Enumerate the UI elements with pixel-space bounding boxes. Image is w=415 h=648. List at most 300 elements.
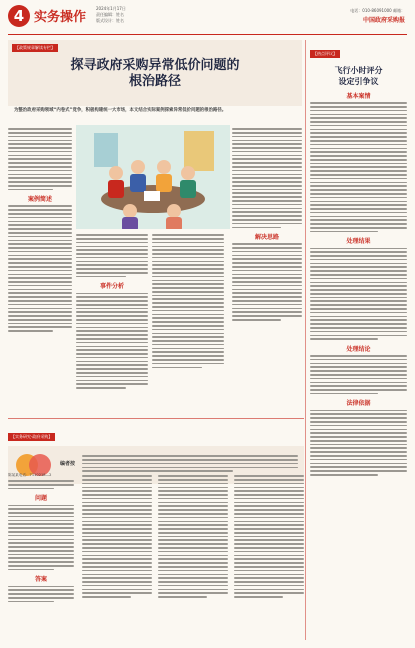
- text-line: [232, 143, 302, 145]
- text-line: [310, 278, 407, 280]
- text-line: [82, 528, 152, 530]
- text-line: [8, 292, 72, 294]
- text-line: [8, 323, 72, 325]
- text-line: [232, 155, 302, 157]
- text-line: [310, 151, 407, 153]
- text-line: [310, 185, 407, 187]
- text-line: [76, 387, 126, 389]
- text-line: [232, 223, 302, 225]
- text-line: [82, 483, 152, 485]
- text-line: [158, 555, 228, 557]
- text-line: [76, 272, 148, 274]
- text-line: [158, 562, 228, 564]
- text-line: [234, 505, 304, 507]
- text-line: [8, 151, 72, 153]
- text-line: [232, 208, 302, 210]
- text-line: [82, 539, 152, 541]
- text-line: [232, 136, 302, 138]
- text-line: [310, 266, 407, 268]
- text-line: [310, 227, 407, 229]
- text-line: [152, 310, 224, 312]
- text-line: [234, 547, 304, 549]
- text-line: [76, 368, 148, 370]
- text-line: [310, 363, 407, 365]
- main-col-3: [152, 232, 224, 370]
- text-line: [158, 524, 228, 526]
- text-line: [8, 315, 72, 317]
- text-line: [310, 219, 407, 221]
- text-line: [8, 158, 72, 160]
- main-article-header: [8, 40, 302, 106]
- text-line: [152, 317, 224, 319]
- text-line: [310, 359, 407, 361]
- text-line: [76, 300, 148, 302]
- sidebar-title-line-2: 设定引争议: [338, 76, 379, 86]
- text-line: [310, 389, 407, 391]
- bottom-subhead-answer: 答案: [34, 576, 47, 584]
- text-line: [76, 311, 148, 313]
- text-line: [152, 261, 224, 263]
- text-line: [8, 565, 74, 567]
- text-line: [310, 382, 407, 384]
- text-line: [232, 315, 302, 317]
- text-line: [152, 298, 224, 300]
- text-line: [158, 483, 228, 485]
- text-line: [82, 581, 152, 583]
- text-line: [152, 367, 202, 369]
- text-line: [82, 570, 152, 572]
- text-line: [8, 539, 74, 541]
- sidebar-title-line-1: 飞行小时评分: [334, 65, 383, 75]
- text-line: [8, 240, 72, 242]
- text-line: [310, 370, 407, 372]
- text-line: [310, 366, 407, 368]
- text-line: [76, 338, 148, 340]
- text-line: [310, 355, 407, 357]
- text-line: [232, 192, 302, 194]
- text-line: [152, 276, 224, 278]
- text-line: [234, 577, 304, 579]
- sidebar-subhead-legal: 法律依据: [346, 400, 371, 408]
- text-line: [234, 524, 304, 526]
- text-line: [152, 325, 224, 327]
- text-line: [152, 306, 224, 308]
- text-line: [234, 536, 304, 538]
- text-line: [82, 475, 152, 477]
- text-line: [76, 364, 148, 366]
- text-line: [8, 170, 72, 172]
- text-line: [8, 527, 74, 529]
- text-line: [232, 266, 302, 268]
- text-line: [8, 132, 72, 134]
- text-line: [8, 281, 72, 283]
- text-line: [310, 114, 407, 116]
- text-line: [82, 521, 152, 523]
- text-line: [152, 351, 224, 353]
- text-line: [82, 502, 152, 504]
- text-line: [310, 300, 407, 302]
- text-line: [232, 270, 302, 272]
- header-meta-date: 2024年1月17日: [96, 6, 126, 11]
- main-title-line-2: 根治路径: [128, 74, 181, 89]
- text-line: [310, 174, 407, 176]
- text-line: [8, 542, 74, 544]
- text-line: [152, 340, 224, 342]
- text-line: [310, 466, 407, 468]
- text-line: [8, 155, 72, 157]
- text-line: [310, 413, 407, 415]
- bottom-article-kicker: 【实务研究·政府采购】: [8, 433, 55, 441]
- main-col-1: [8, 126, 72, 334]
- text-line: [8, 546, 74, 548]
- text-line: [310, 393, 378, 395]
- text-line: [8, 232, 72, 234]
- text-line: [158, 517, 228, 519]
- bottom-col-1: [8, 473, 74, 605]
- text-line: [8, 550, 74, 552]
- text-line: [8, 221, 72, 223]
- text-line: [82, 558, 152, 560]
- text-line: [232, 170, 302, 172]
- text-line: [234, 570, 304, 572]
- text-line: [158, 570, 228, 572]
- text-line: [8, 266, 72, 268]
- text-line: [152, 302, 224, 304]
- text-line: [310, 259, 407, 261]
- text-line: [310, 451, 407, 453]
- text-line: [310, 163, 407, 165]
- text-line: [310, 178, 407, 180]
- text-line: [310, 319, 407, 321]
- text-line: [158, 498, 228, 500]
- text-line: [76, 323, 148, 325]
- text-line: [232, 247, 302, 249]
- text-line: [76, 342, 148, 344]
- text-line: [8, 557, 74, 559]
- text-line: [234, 574, 304, 576]
- text-line: [310, 270, 407, 272]
- text-line: [8, 488, 54, 490]
- text-line: [76, 376, 148, 378]
- text-line: [234, 487, 304, 489]
- text-line: [158, 581, 228, 583]
- text-line: [234, 566, 304, 568]
- bottom-meta: 陈某某电话：7110218—2: [8, 473, 52, 477]
- text-line: [310, 197, 407, 199]
- text-line: [152, 272, 224, 274]
- subhead-solution: 解决思路: [254, 234, 279, 242]
- text-line: [158, 547, 228, 549]
- text-line: [76, 349, 148, 351]
- text-line: [8, 330, 53, 332]
- text-line: [76, 242, 148, 244]
- text-line: [76, 261, 148, 263]
- bottom-col-4: [234, 473, 304, 600]
- text-line: [76, 234, 148, 236]
- text-line: [152, 234, 224, 236]
- text-line: [234, 517, 304, 519]
- text-line: [82, 532, 152, 534]
- text-line: [232, 251, 302, 253]
- text-line: [8, 296, 72, 298]
- text-line: [310, 338, 378, 340]
- text-line: [310, 182, 407, 184]
- text-line: [8, 484, 74, 486]
- main-col-4: [232, 126, 302, 323]
- text-line: [310, 155, 407, 157]
- text-line: [82, 490, 152, 492]
- text-line: [158, 539, 228, 541]
- text-line: [152, 355, 224, 357]
- text-line: [82, 543, 152, 545]
- text-line: [234, 585, 304, 587]
- text-line: [232, 274, 302, 276]
- text-line: [234, 498, 304, 500]
- text-line: [8, 505, 74, 507]
- text-line: [310, 193, 407, 195]
- text-line: [310, 285, 407, 287]
- subhead-case: 案例简述: [27, 196, 52, 204]
- text-line: [310, 429, 407, 431]
- text-line: [232, 158, 302, 160]
- text-line: [234, 490, 304, 492]
- text-line: [158, 509, 228, 511]
- text-line: [310, 385, 407, 387]
- text-line: [232, 162, 302, 164]
- text-line: [8, 270, 72, 272]
- text-line: [8, 523, 74, 525]
- text-line: [234, 543, 304, 545]
- text-line: [76, 238, 148, 240]
- text-line: [310, 102, 407, 104]
- text-line: [310, 436, 407, 438]
- text-line: [82, 470, 233, 472]
- text-line: [8, 520, 74, 522]
- text-line: [76, 334, 148, 336]
- text-line: [82, 467, 298, 469]
- text-line: [158, 574, 228, 576]
- main-article-lead: 为整治政府采购领域“内卷式”竞争，积极构建统一大市场，本文结合实际案例探索异常低价问题的根治路径。: [14, 108, 227, 113]
- text-line: [82, 574, 152, 576]
- text-line: [158, 566, 228, 568]
- text-line: [76, 330, 148, 332]
- text-line: [76, 346, 148, 348]
- text-line: [310, 440, 407, 442]
- editor-note-text: [82, 453, 298, 474]
- text-line: [310, 447, 407, 449]
- horizontal-divider: [8, 418, 304, 419]
- text-line: [310, 201, 407, 203]
- text-line: [310, 323, 407, 325]
- text-line: [310, 378, 407, 380]
- text-line: [234, 532, 304, 534]
- text-line: [158, 479, 228, 481]
- text-line: [310, 166, 407, 168]
- text-line: [310, 282, 407, 284]
- text-line: [8, 177, 72, 179]
- text-line: [8, 480, 74, 482]
- text-line: [232, 289, 302, 291]
- section-title: 实务操作: [34, 10, 87, 25]
- text-line: [310, 289, 407, 291]
- text-line: [310, 470, 407, 472]
- text-line: [152, 283, 224, 285]
- text-line: [232, 304, 302, 306]
- text-line: [8, 508, 74, 510]
- text-line: [158, 577, 228, 579]
- text-line: [8, 243, 72, 245]
- text-line: [8, 326, 72, 328]
- text-line: [152, 287, 224, 289]
- text-line: [232, 200, 302, 202]
- text-line: [8, 185, 72, 187]
- text-line: [234, 558, 304, 560]
- text-line: [310, 110, 407, 112]
- text-line: [310, 159, 407, 161]
- text-line: [8, 589, 74, 591]
- text-line: [158, 532, 228, 534]
- text-line: [234, 528, 304, 530]
- text-line: [76, 383, 148, 385]
- text-line: [8, 224, 72, 226]
- text-line: [232, 281, 302, 283]
- text-line: [82, 494, 152, 496]
- text-line: [76, 253, 148, 255]
- text-line: [158, 487, 228, 489]
- text-line: [82, 463, 298, 465]
- text-line: [152, 359, 224, 361]
- text-line: [76, 353, 148, 355]
- header-divider: [8, 34, 407, 35]
- text-line: [158, 536, 228, 538]
- text-line: [310, 129, 407, 131]
- text-line: [234, 509, 304, 511]
- text-line: [310, 327, 407, 329]
- text-line: [8, 174, 72, 176]
- text-line: [158, 502, 228, 504]
- text-line: [310, 251, 407, 253]
- text-line: [158, 528, 228, 530]
- text-line: [232, 204, 302, 206]
- text-line: [310, 308, 407, 310]
- text-line: [310, 432, 407, 434]
- text-line: [8, 140, 72, 142]
- text-line: [82, 513, 152, 515]
- text-line: [8, 181, 72, 183]
- text-line: [234, 494, 304, 496]
- text-line: [310, 459, 407, 461]
- main-title-line-1: 探寻政府采购异常低价问题的: [70, 58, 240, 73]
- text-line: [8, 147, 72, 149]
- text-line: [232, 128, 302, 130]
- text-line: [234, 581, 304, 583]
- text-line: [152, 348, 224, 350]
- text-line: [76, 276, 126, 278]
- text-line: [82, 509, 152, 511]
- text-line: [310, 255, 407, 257]
- text-line: [76, 380, 148, 382]
- text-line: [152, 264, 224, 266]
- text-line: [82, 459, 298, 461]
- text-line: [232, 319, 281, 321]
- text-line: [310, 331, 407, 333]
- text-line: [76, 304, 148, 306]
- text-line: [310, 125, 407, 127]
- text-line: [76, 308, 148, 310]
- text-line: [8, 189, 53, 191]
- text-line: [234, 596, 283, 598]
- text-line: [82, 585, 152, 587]
- text-line: [152, 295, 224, 297]
- main-article-kicker: 【政策规章解读专栏】: [12, 44, 58, 52]
- text-line: [310, 274, 407, 276]
- text-line: [310, 410, 407, 412]
- text-line: [310, 170, 407, 172]
- text-line: [8, 516, 74, 518]
- text-line: [152, 246, 224, 248]
- text-line: [82, 498, 152, 500]
- text-line: [82, 592, 152, 594]
- text-line: [82, 562, 152, 564]
- text-line: [158, 592, 228, 594]
- text-line: [232, 140, 302, 142]
- text-line: [232, 311, 302, 313]
- sidebar-title: [310, 65, 407, 87]
- text-line: [234, 475, 304, 477]
- text-line: [152, 344, 224, 346]
- text-line: [232, 243, 302, 245]
- text-line: [158, 543, 228, 545]
- text-line: [232, 166, 302, 168]
- text-line: [158, 494, 228, 496]
- text-line: [8, 308, 72, 310]
- sidebar-kicker: 【热点评议】: [310, 50, 340, 58]
- text-line: [158, 505, 228, 507]
- text-line: [158, 585, 228, 587]
- text-line: [232, 181, 302, 183]
- text-line: [82, 505, 152, 507]
- text-line: [8, 535, 74, 537]
- text-line: [76, 296, 148, 298]
- text-line: [232, 296, 302, 298]
- text-line: [232, 292, 302, 294]
- text-line: [76, 357, 148, 359]
- text-line: [152, 253, 224, 255]
- text-line: [310, 417, 407, 419]
- main-article-title: [8, 58, 302, 90]
- text-line: [152, 238, 224, 240]
- text-line: [232, 285, 302, 287]
- text-line: [152, 329, 224, 331]
- text-line: [310, 293, 407, 295]
- text-line: [152, 268, 224, 270]
- vertical-divider: [305, 40, 306, 640]
- text-line: [76, 319, 148, 321]
- text-line: [234, 551, 304, 553]
- editor-note-label: 编者按: [60, 461, 76, 467]
- text-line: [152, 321, 224, 323]
- text-line: [8, 213, 72, 215]
- page-number-badge: 4: [8, 5, 30, 27]
- text-line: [76, 315, 148, 317]
- text-line: [8, 300, 72, 302]
- text-line: [8, 258, 72, 260]
- text-line: [8, 569, 54, 571]
- text-line: [310, 140, 407, 142]
- text-line: [310, 421, 407, 423]
- text-line: [310, 136, 407, 138]
- text-line: [8, 304, 72, 306]
